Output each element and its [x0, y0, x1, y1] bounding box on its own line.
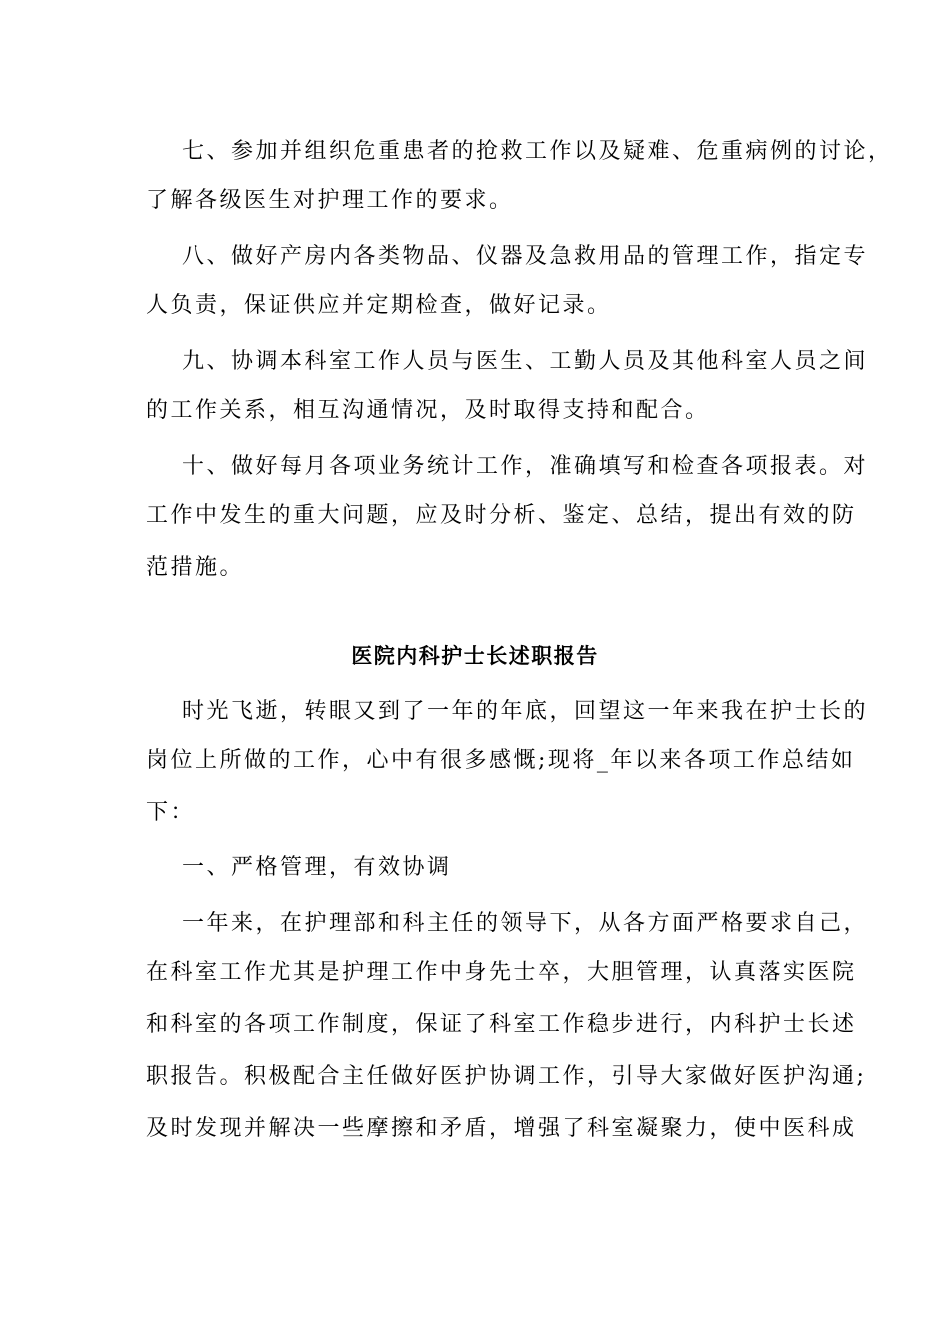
intro-line-3: 下： [146, 800, 196, 825]
intro-line-1: 时光飞逝，转眼又到了一年的年底，回望这一年来我在护士长的 [182, 699, 869, 724]
paragraph-7-line-1: 七、参加并组织危重患者的抢救工作以及疑难、危重病例的讨论， [182, 139, 893, 164]
body-line-2: 在科室工作尤其是护理工作中身先士卒，大胆管理，认真落实医院 [146, 960, 857, 985]
intro-line-2: 岗位上所做的工作，心中有很多感慨;现将_年以来各项工作总结如 [146, 748, 856, 773]
body-line-4: 职报告。积极配合主任做好医护协调工作，引导大家做好医护沟通; [146, 1064, 867, 1089]
paragraph-10-line-3: 范措施。 [146, 555, 245, 580]
paragraph-8-line-1: 八、做好产房内各类物品、仪器及急救用品的管理工作，指定专 [182, 244, 869, 269]
body-line-1: 一年来，在护理部和科主任的领导下，从各方面严格要求自己， [182, 911, 869, 936]
section-title: 医院内科护士长述职报告 [351, 643, 599, 668]
paragraph-9-line-1: 九、协调本科室工作人员与医生、工勤人员及其他科室人员之间 [182, 349, 869, 374]
paragraph-10-line-2: 工作中发生的重大问题，应及时分析、鉴定、总结，提出有效的防 [146, 503, 857, 528]
paragraph-9-line-2: 的工作关系，相互沟通情况，及时取得支持和配合。 [146, 398, 710, 423]
subheading-1: 一、严格管理，有效协调 [182, 855, 452, 880]
body-line-3: 和科室的各项工作制度，保证了科室工作稳步进行，内科护士长述 [146, 1012, 857, 1037]
body-line-5: 及时发现并解决一些摩擦和矛盾，增强了科室凝聚力，使中医科成 [146, 1116, 857, 1141]
paragraph-8-line-2: 人负责，保证供应并定期检查，做好记录。 [146, 293, 612, 318]
paragraph-10-line-1: 十、做好每月各项业务统计工作，准确填写和检查各项报表。对 [182, 454, 869, 479]
paragraph-7-line-2: 了解各级医生对护理工作的要求。 [146, 188, 514, 213]
